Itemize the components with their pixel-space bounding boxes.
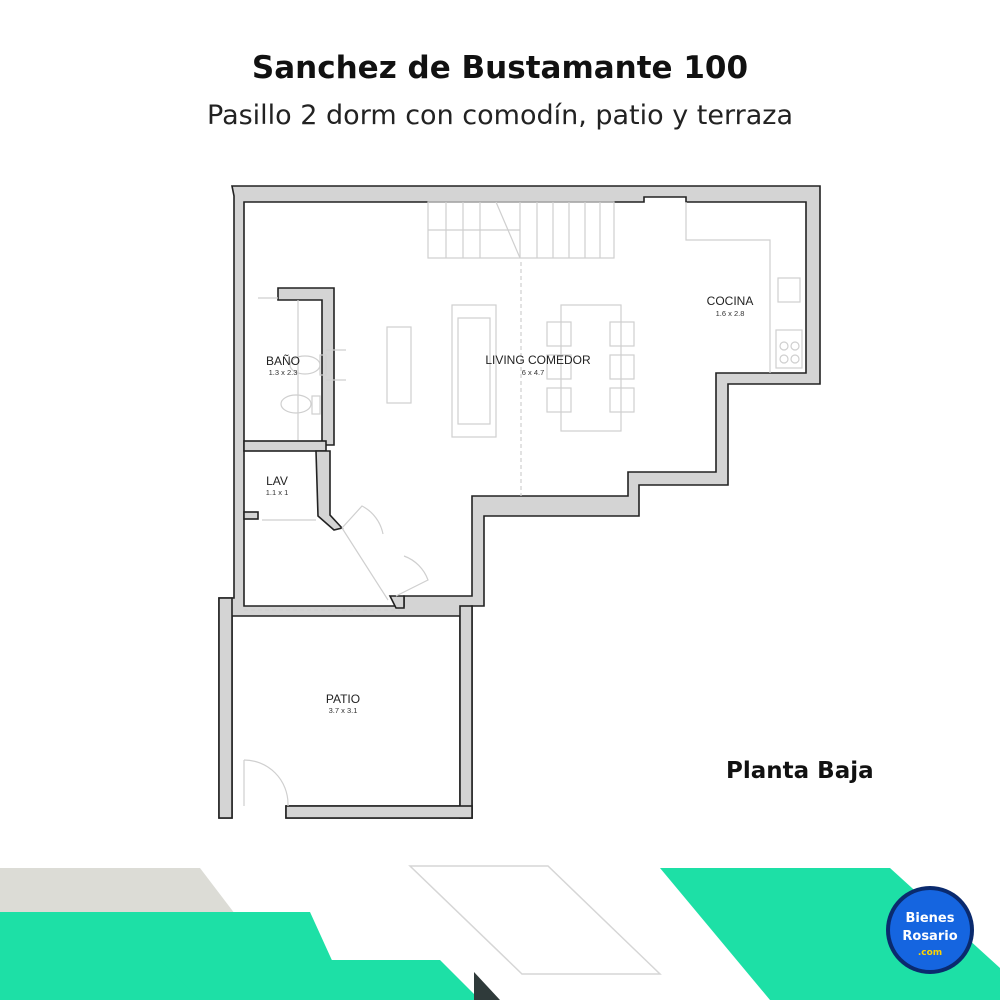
logo-line3: .com — [917, 948, 943, 958]
outline-shape — [410, 866, 660, 974]
lav-wall — [316, 451, 342, 530]
logo-line2: Rosario — [902, 929, 958, 944]
decorative-band — [0, 866, 1000, 1000]
room-dims-lav: 1.1 x 1 — [265, 488, 289, 497]
room-dims-bano: 1.3 x 2.3 — [268, 368, 298, 377]
kitchen-counter — [686, 202, 802, 373]
bienes-rosario-logo — [886, 886, 974, 974]
room-label-cocina: COCINA — [706, 294, 754, 308]
living-furniture — [387, 262, 634, 496]
room-label-living-comedor: LIVING COMEDOR — [485, 353, 591, 367]
listing-title: Sanchez de Bustamante 100 — [251, 50, 749, 86]
patio-left-wall — [219, 598, 232, 818]
outer-wall — [219, 186, 820, 818]
bano-lav-divider — [244, 441, 326, 451]
level-label: Planta Baja — [726, 758, 874, 784]
doors — [244, 506, 428, 806]
patio-right-wall — [460, 606, 472, 818]
room-dims-patio: 3.7 x 3.1 — [328, 706, 358, 715]
room-label-bano: BAÑO — [265, 354, 301, 368]
staircase — [428, 202, 614, 258]
logo-line1: Bienes — [905, 911, 955, 926]
listing-subtitle: Pasillo 2 dorm con comodín, patio y terraza — [207, 100, 793, 131]
teal-shape-mid — [160, 960, 480, 1000]
room-dims-living-comedor: 6 x 4.7 — [521, 368, 545, 377]
lav-stub — [244, 512, 258, 519]
patio-bottom-wall — [286, 806, 472, 818]
room-label-patio: PATIO — [325, 692, 361, 706]
room-dims-cocina: 1.6 x 2.8 — [715, 309, 745, 318]
room-label-lav: LAV — [266, 474, 288, 488]
dark-shape — [474, 972, 500, 1000]
